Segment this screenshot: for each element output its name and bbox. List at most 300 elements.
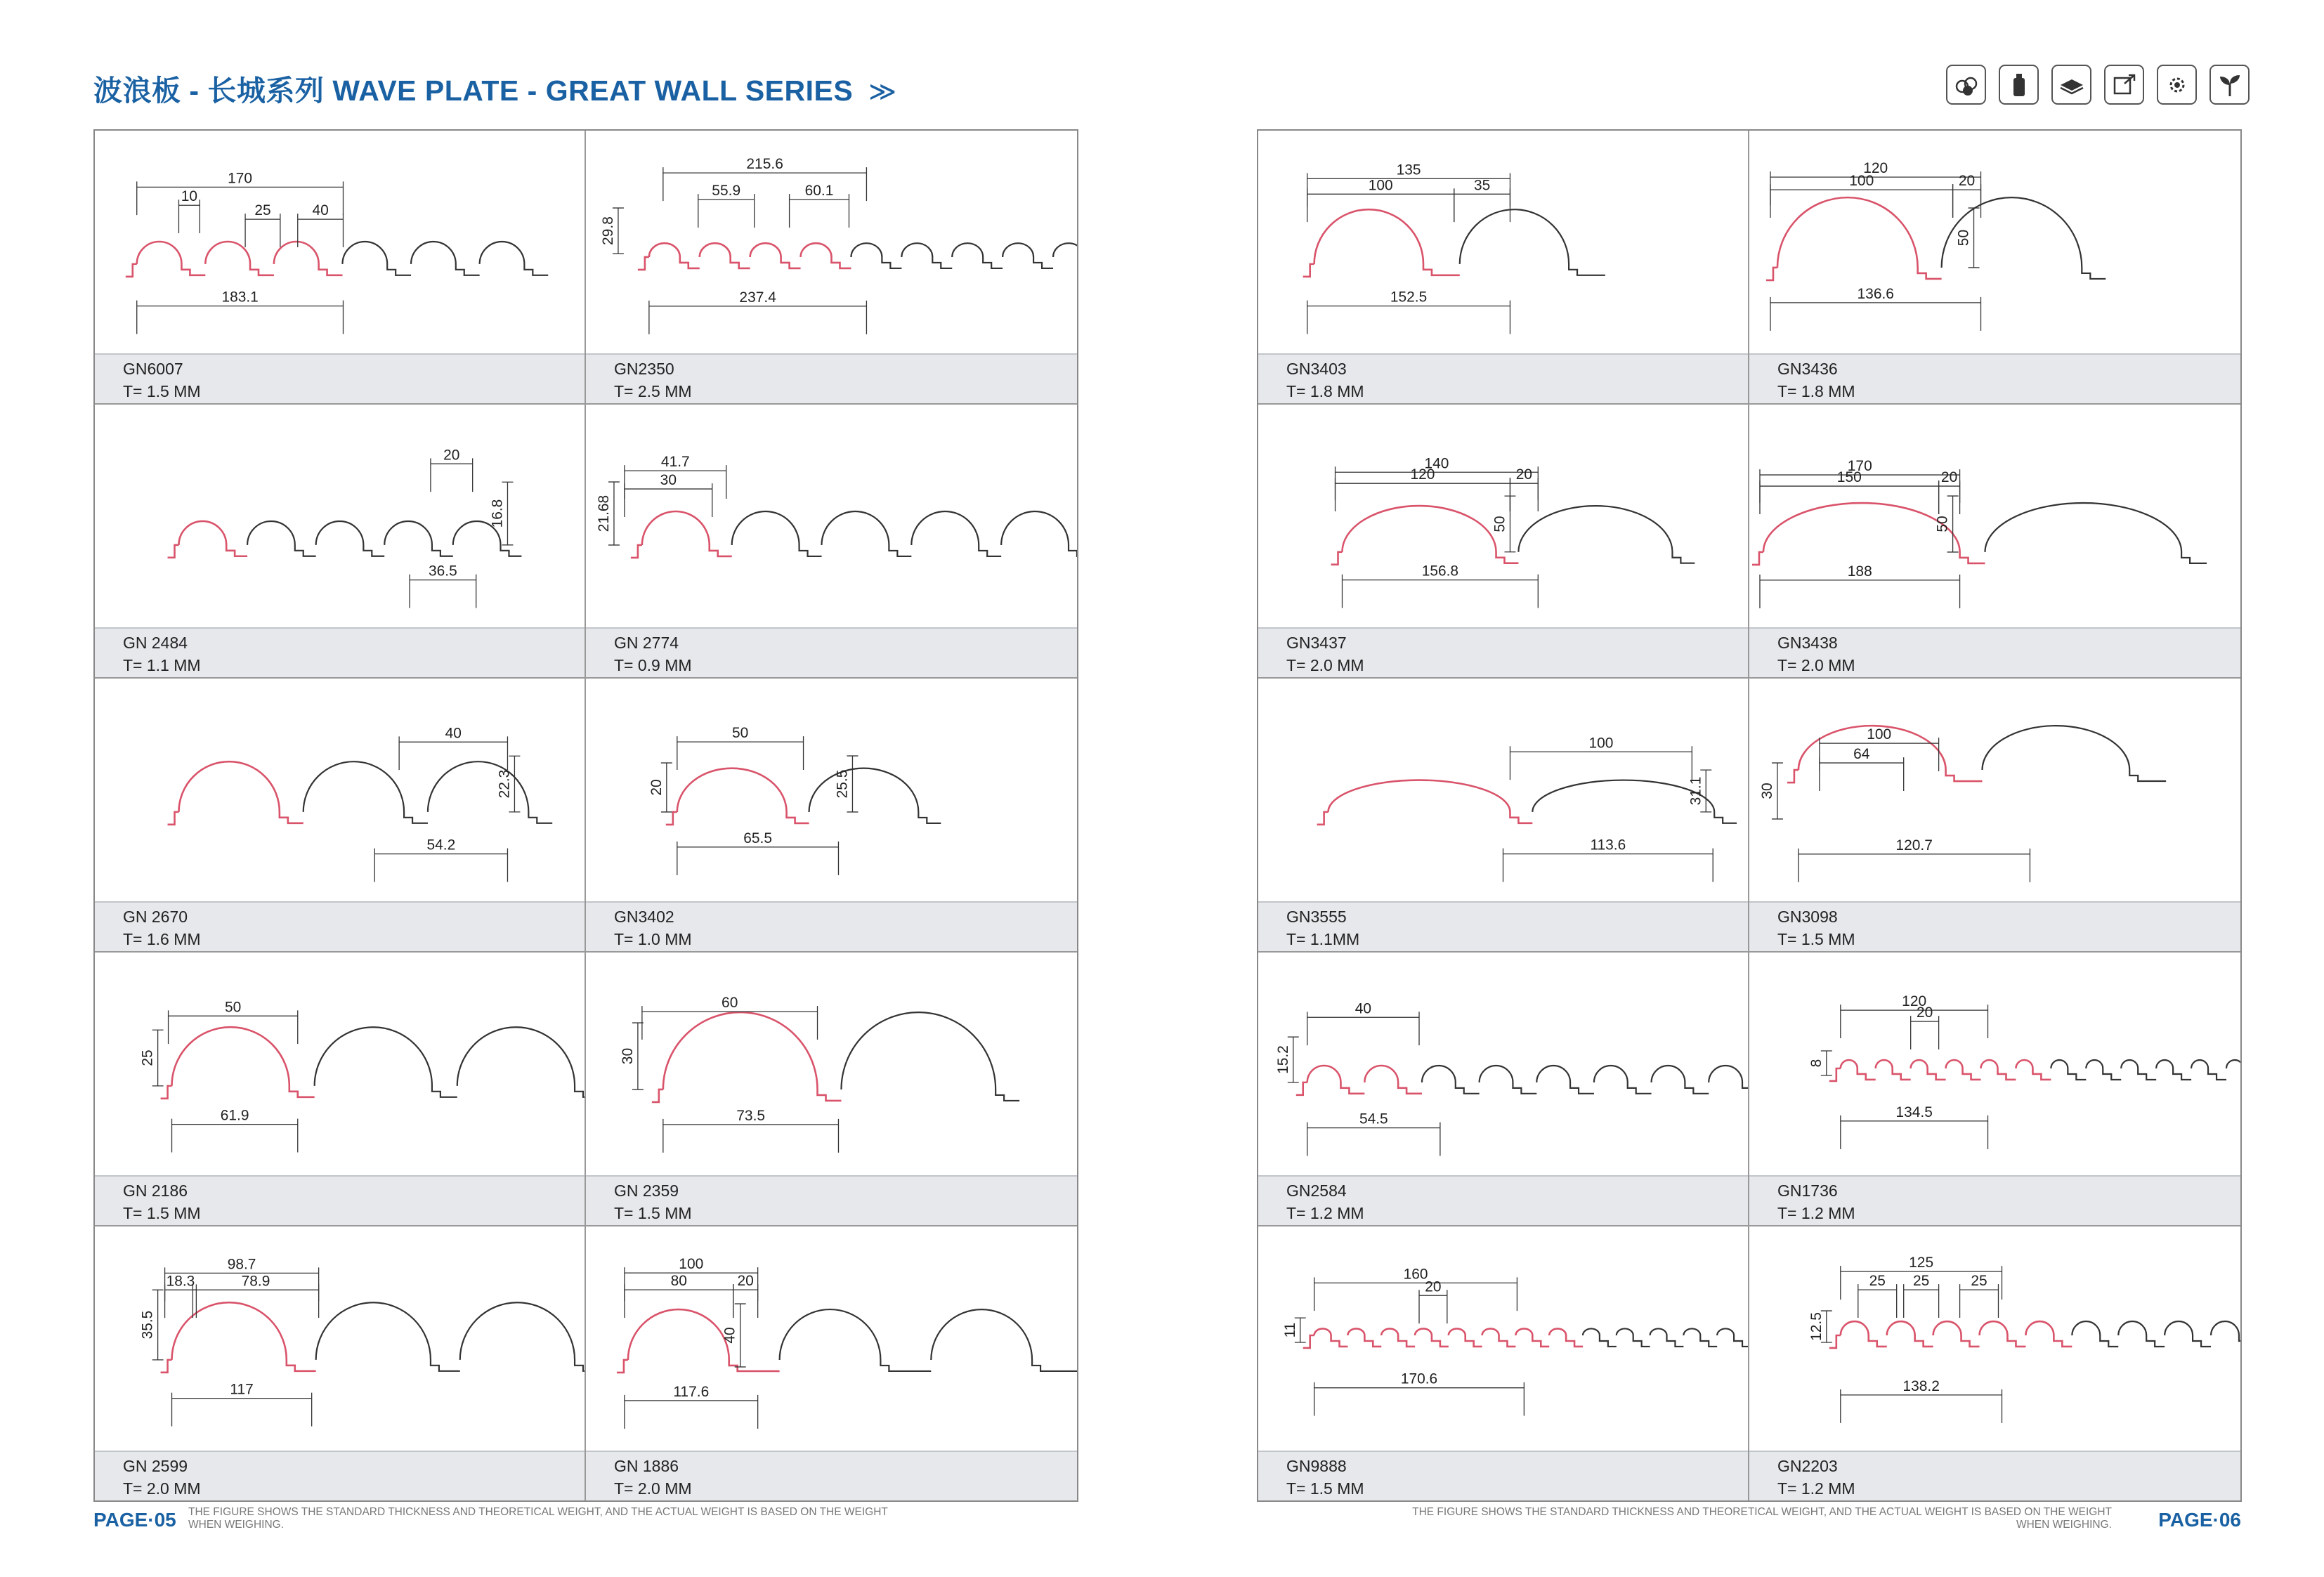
product-code: GN 2484 bbox=[123, 634, 188, 652]
product-cell bbox=[95, 953, 586, 1226]
profile-drawing bbox=[95, 131, 585, 354]
dimension-line bbox=[1307, 188, 1454, 222]
profile-arch bbox=[1480, 1066, 1537, 1094]
dimension-value: 31.1 bbox=[1687, 776, 1704, 806]
dimension-line bbox=[1939, 480, 1960, 514]
product-cell bbox=[586, 1226, 1077, 1500]
dimension-line bbox=[663, 167, 867, 201]
dimension-value: 29.8 bbox=[599, 216, 616, 245]
product-cell bbox=[586, 953, 1077, 1226]
product-cell bbox=[1258, 131, 1749, 405]
product-cell bbox=[1258, 953, 1749, 1226]
recycle-box-icon bbox=[2104, 65, 2144, 105]
dimension-value: 100 bbox=[1867, 726, 1892, 743]
profile-arch bbox=[2165, 1321, 2211, 1347]
product-label bbox=[1749, 1451, 2240, 1500]
dimension-value: 100 bbox=[679, 1256, 704, 1273]
dimension-value: 61.9 bbox=[220, 1107, 249, 1124]
product-cell bbox=[1749, 679, 2240, 953]
profile-drawing bbox=[95, 405, 585, 628]
profile-arch bbox=[2121, 1060, 2156, 1080]
dimension-value: 50 bbox=[732, 725, 749, 742]
profile-drawing bbox=[1749, 1226, 2240, 1450]
gears-icon bbox=[2157, 65, 2197, 105]
dimension-value: 100 bbox=[1588, 735, 1614, 752]
dimension-line bbox=[1307, 1012, 1419, 1045]
dimension-value: 25 bbox=[1869, 1273, 1886, 1290]
dimension-value: 120 bbox=[1902, 993, 1927, 1010]
left-product-grid bbox=[93, 129, 1078, 1502]
dimension-value: 55.9 bbox=[712, 183, 741, 199]
product-label bbox=[95, 1175, 585, 1225]
profile-drawing bbox=[586, 1226, 1077, 1450]
profile-svg bbox=[586, 679, 1077, 902]
dimension-line bbox=[1314, 1277, 1517, 1311]
dimension-value: 40 bbox=[312, 202, 329, 219]
profile-arch bbox=[1933, 1321, 1980, 1347]
product-thickness: T= 1.5 MM bbox=[123, 1204, 201, 1222]
profile-arch bbox=[1342, 506, 1518, 563]
product-label bbox=[1749, 353, 2240, 403]
profile-arch bbox=[2086, 1060, 2121, 1080]
product-cell bbox=[586, 679, 1077, 953]
dimension-value: 100 bbox=[1368, 177, 1393, 194]
product-label bbox=[1258, 901, 1748, 951]
profile-drawing bbox=[95, 953, 585, 1176]
profile-arch bbox=[750, 243, 801, 268]
product-thickness: T= 1.8 MM bbox=[1286, 382, 1364, 400]
profile-arch bbox=[1329, 780, 1533, 823]
profile-arch bbox=[1347, 1328, 1381, 1346]
dimension-value: 21.68 bbox=[595, 495, 612, 532]
profile-arch bbox=[649, 243, 700, 268]
profile-arch bbox=[1683, 1328, 1717, 1346]
dimension-value: 50 bbox=[225, 999, 242, 1016]
dimension-value: 50 bbox=[1955, 229, 1972, 247]
product-thickness: T= 1.2 MM bbox=[1777, 1479, 1855, 1498]
dimension-value: 20 bbox=[443, 447, 460, 464]
dimension-line bbox=[642, 1006, 818, 1040]
profile-arch bbox=[841, 1012, 1019, 1101]
plate-icon bbox=[2051, 65, 2091, 105]
dimension-value: 64 bbox=[1853, 746, 1870, 763]
profile-svg bbox=[1258, 131, 1748, 354]
dimension-line bbox=[649, 301, 867, 334]
product-code: GN 2599 bbox=[123, 1457, 188, 1475]
dimension-value: 25 bbox=[254, 202, 271, 219]
dimension-value: 54.2 bbox=[426, 837, 456, 853]
profile-arch bbox=[1717, 1328, 1748, 1346]
product-code: GN2584 bbox=[1286, 1182, 1347, 1200]
profile-arch bbox=[274, 242, 343, 275]
product-code: GN 1886 bbox=[614, 1457, 679, 1475]
profile-arch bbox=[1482, 1328, 1516, 1346]
dimension-value: 117.6 bbox=[673, 1383, 710, 1400]
profile-arch bbox=[1983, 726, 2167, 781]
profile-svg bbox=[1749, 953, 2240, 1176]
product-label bbox=[95, 901, 585, 951]
profile-arch bbox=[1594, 1066, 1652, 1094]
dimension-value: 60.1 bbox=[804, 183, 834, 199]
dimension-value: 170 bbox=[228, 170, 253, 187]
dimension-line bbox=[1820, 757, 1904, 791]
product-code: GN1736 bbox=[1777, 1182, 1838, 1200]
profile-svg bbox=[1258, 1226, 1748, 1450]
dimension-value: 30 bbox=[660, 472, 677, 489]
profile-arch bbox=[1841, 1321, 1887, 1347]
dimension-value: 25.5 bbox=[834, 769, 851, 799]
product-label bbox=[586, 1451, 1077, 1500]
profile-drawing bbox=[1258, 953, 1748, 1176]
profile-arch bbox=[316, 521, 385, 556]
dimension-value: 135 bbox=[1396, 162, 1421, 178]
profile-arch bbox=[2025, 1321, 2072, 1347]
dimension-value: 120 bbox=[1863, 160, 1888, 177]
dimension-line bbox=[165, 1284, 197, 1318]
profile-arch bbox=[642, 511, 732, 556]
profile-arch bbox=[1617, 1328, 1650, 1346]
profile-svg bbox=[95, 953, 585, 1176]
dimension-value: 54.5 bbox=[1359, 1111, 1388, 1127]
profile-svg bbox=[586, 953, 1077, 1176]
dimension-value: 183.1 bbox=[221, 289, 259, 306]
profile-arch bbox=[2072, 1321, 2118, 1347]
dimension-line bbox=[374, 849, 507, 882]
dimension-value: 136.6 bbox=[1857, 285, 1894, 302]
dimension-value: 20 bbox=[737, 1273, 754, 1290]
product-cell bbox=[95, 1226, 586, 1500]
page-number-left: PAGE·05 bbox=[93, 1509, 176, 1531]
product-cell bbox=[586, 131, 1077, 405]
dimension-line bbox=[1307, 301, 1510, 334]
dimension-line bbox=[663, 1119, 839, 1153]
profile-arch bbox=[1518, 506, 1695, 563]
product-cell bbox=[95, 405, 586, 679]
product-cell bbox=[1258, 1226, 1749, 1500]
product-thickness: T= 2.0 MM bbox=[1286, 656, 1364, 674]
dimension-value: 50 bbox=[1491, 516, 1508, 532]
dimension-value: 134.5 bbox=[1895, 1104, 1933, 1120]
profile-svg bbox=[1749, 1226, 2240, 1450]
product-thickness: T= 1.2 MM bbox=[1286, 1204, 1364, 1222]
dimension-line bbox=[1841, 1389, 2002, 1423]
dimension-line bbox=[1503, 849, 1713, 882]
profile-drawing bbox=[586, 131, 1077, 354]
product-thickness: T= 1.5 MM bbox=[614, 1204, 692, 1222]
footnote-left: THE FIGURE SHOWS THE STANDARD THICKNESS AND THEORETICAL WEIGHT, AND THE ACTUAL WEIGHT IS BASED ON THE WEIGHT WHEN WEIGHING. bbox=[188, 1506, 888, 1531]
dimension-line bbox=[178, 199, 200, 233]
product-code: GN3098 bbox=[1777, 908, 1838, 926]
dimension-line bbox=[1770, 171, 1981, 205]
profile-arch bbox=[303, 761, 428, 823]
dimension-value: 20 bbox=[1515, 466, 1533, 483]
product-cell bbox=[1749, 131, 2240, 405]
dimension-value: 160 bbox=[1403, 1266, 1428, 1283]
product-label bbox=[1258, 353, 1748, 403]
dimension-line bbox=[625, 1395, 758, 1429]
product-thickness: T= 2.0 MM bbox=[123, 1479, 201, 1498]
dimension-value: 152.5 bbox=[1390, 289, 1428, 306]
dimension-line bbox=[1342, 575, 1538, 608]
product-thickness: T= 1.5 MM bbox=[1777, 930, 1855, 948]
dimension-value: 16.8 bbox=[489, 499, 506, 528]
product-thickness: T= 1.1MM bbox=[1286, 930, 1360, 948]
dimension-line bbox=[192, 1284, 318, 1318]
product-label bbox=[586, 627, 1077, 677]
profile-arch bbox=[1583, 1328, 1617, 1346]
dimension-value: 11 bbox=[1281, 1322, 1298, 1338]
dimension-line bbox=[1858, 1284, 1897, 1318]
product-code: GN3555 bbox=[1286, 908, 1347, 926]
dimension-value: 25 bbox=[139, 1049, 156, 1066]
dimension-value: 15.2 bbox=[1274, 1045, 1291, 1074]
profile-arch bbox=[1314, 1328, 1348, 1346]
dimension-line bbox=[172, 1393, 312, 1427]
dimension-value: 20 bbox=[1916, 1005, 1933, 1021]
profile-arch bbox=[1709, 1066, 1748, 1094]
product-thickness: T= 1.5 MM bbox=[123, 382, 201, 400]
profile-drawing bbox=[95, 679, 585, 902]
dimension-value: 20 bbox=[648, 779, 665, 796]
dimension-value: 25 bbox=[1912, 1273, 1930, 1290]
profile-arch bbox=[172, 1302, 316, 1371]
dimension-line bbox=[1770, 297, 1981, 331]
profile-svg bbox=[586, 1226, 1077, 1450]
dimension-value: 30 bbox=[619, 1047, 636, 1065]
profile-arch bbox=[247, 521, 316, 556]
product-code: GN 2774 bbox=[614, 634, 679, 652]
profile-arch bbox=[1985, 503, 2207, 563]
profile-arch bbox=[931, 1309, 1077, 1371]
profile-arch bbox=[316, 1302, 460, 1371]
profile-drawing bbox=[1749, 405, 2240, 628]
product-thickness: T= 1.6 MM bbox=[123, 930, 201, 948]
profile-svg bbox=[1749, 679, 2240, 902]
dimension-line bbox=[399, 736, 507, 770]
profile-arch bbox=[1364, 1066, 1422, 1094]
product-code: GN9888 bbox=[1286, 1457, 1347, 1475]
profile-svg bbox=[1258, 953, 1748, 1176]
profile-arch bbox=[901, 243, 952, 268]
profile-arch bbox=[1652, 1066, 1709, 1094]
product-code: GN 2186 bbox=[123, 1182, 188, 1200]
dimension-value: 25 bbox=[1971, 1273, 1987, 1290]
product-label bbox=[1749, 1175, 2240, 1225]
dimension-line bbox=[1307, 1123, 1440, 1156]
dimension-value: 188 bbox=[1847, 563, 1872, 580]
profile-arch bbox=[822, 511, 912, 556]
dimension-line bbox=[1510, 478, 1538, 511]
dimension-value: 35.5 bbox=[139, 1310, 156, 1340]
product-code: GN3436 bbox=[1777, 360, 1838, 378]
bottle-icon bbox=[1999, 65, 2039, 105]
dimension-line bbox=[1960, 1284, 1999, 1318]
dimension-line bbox=[1510, 746, 1692, 780]
product-label bbox=[586, 353, 1077, 403]
dimension-value: 50 bbox=[1934, 516, 1951, 532]
dimension-value: 113.6 bbox=[1590, 837, 1626, 853]
profile-drawing bbox=[1258, 1226, 1748, 1450]
profile-arch bbox=[453, 521, 522, 556]
dimension-line bbox=[1419, 1290, 1447, 1323]
profile-drawing bbox=[586, 405, 1077, 628]
product-cell bbox=[1258, 405, 1749, 679]
product-code: GN3437 bbox=[1286, 634, 1347, 652]
profile-drawing bbox=[95, 1226, 585, 1450]
product-cell bbox=[586, 405, 1077, 679]
product-code: GN3403 bbox=[1286, 360, 1347, 378]
profile-drawing bbox=[1749, 679, 2240, 902]
product-thickness: T= 2.0 MM bbox=[614, 1479, 692, 1498]
product-code: GN3402 bbox=[614, 908, 674, 926]
profile-arch bbox=[801, 243, 851, 268]
profile-arch bbox=[137, 242, 206, 275]
profile-arch bbox=[411, 242, 480, 275]
product-label bbox=[1749, 627, 2240, 677]
product-thickness: T= 1.0 MM bbox=[614, 930, 692, 948]
product-cell bbox=[1749, 953, 2240, 1226]
profile-svg bbox=[1258, 679, 1748, 902]
profile-arch bbox=[1515, 1328, 1549, 1346]
dimension-line bbox=[1841, 1115, 1988, 1149]
sprout-icon bbox=[2209, 65, 2250, 105]
dimension-value: 120 bbox=[1410, 466, 1435, 483]
product-thickness: T= 1.2 MM bbox=[1777, 1204, 1855, 1222]
product-code: GN6007 bbox=[123, 360, 183, 378]
profile-arch bbox=[1876, 1060, 1911, 1080]
profile-arch bbox=[700, 243, 750, 268]
dimension-line bbox=[1911, 1016, 1939, 1049]
dimension-line bbox=[1820, 738, 1939, 771]
profile-arch bbox=[628, 1309, 780, 1371]
profile-arch bbox=[1460, 209, 1605, 275]
profile-arch bbox=[2226, 1060, 2240, 1080]
profile-drawing bbox=[1258, 131, 1748, 354]
dimension-value: 10 bbox=[181, 188, 198, 205]
dimension-value: 40 bbox=[722, 1327, 738, 1344]
profile-arch bbox=[1946, 1060, 1981, 1080]
product-cell bbox=[95, 679, 586, 953]
dimension-value: 8 bbox=[1808, 1059, 1824, 1068]
dimension-value: 98.7 bbox=[227, 1256, 256, 1273]
product-cell bbox=[1749, 405, 2240, 679]
dimension-value: 73.5 bbox=[736, 1107, 766, 1124]
dimension-value: 30 bbox=[1758, 783, 1775, 799]
profile-arch bbox=[1415, 1328, 1449, 1346]
dimension-line bbox=[698, 194, 755, 228]
profile-arch bbox=[480, 242, 549, 275]
dimension-value: 22.3 bbox=[496, 769, 513, 799]
product-label bbox=[95, 353, 585, 403]
profile-arch bbox=[1980, 1321, 2026, 1347]
dimension-line bbox=[733, 1284, 758, 1318]
profile-arch bbox=[384, 521, 453, 556]
profile-svg bbox=[1749, 131, 2240, 354]
dimension-line bbox=[677, 842, 839, 875]
profile-drawing bbox=[1749, 953, 2240, 1176]
profile-arch bbox=[1003, 243, 1053, 268]
product-label bbox=[586, 1175, 1077, 1225]
page-number-right: PAGE·06 bbox=[2158, 1509, 2241, 1531]
profile-arch bbox=[1887, 1321, 1933, 1347]
product-thickness: T= 2.5 MM bbox=[614, 382, 692, 400]
product-thickness: T= 0.9 MM bbox=[614, 656, 692, 674]
dimension-value: 215.6 bbox=[746, 156, 783, 173]
dimension-value: 125 bbox=[1909, 1255, 1934, 1271]
profile-arch bbox=[677, 768, 809, 823]
product-label bbox=[1749, 901, 2240, 951]
profile-svg bbox=[586, 131, 1077, 354]
dimension-value: 40 bbox=[445, 725, 462, 742]
profile-arch bbox=[172, 1027, 315, 1097]
dimension-line bbox=[410, 575, 476, 608]
profile-arch bbox=[663, 1012, 842, 1101]
profile-arch bbox=[460, 1302, 585, 1371]
profile-svg bbox=[95, 1226, 585, 1450]
product-label bbox=[1258, 1175, 1748, 1225]
profile-arch bbox=[2191, 1060, 2226, 1080]
product-thickness: T= 1.5 MM bbox=[1286, 1479, 1364, 1498]
dimension-value: 170 bbox=[1847, 458, 1872, 475]
dimension-line bbox=[1770, 184, 1953, 218]
profile-arch bbox=[1307, 1066, 1365, 1094]
profile-arch bbox=[1777, 197, 1942, 279]
profile-arch bbox=[1763, 503, 1985, 563]
dimension-value: 117 bbox=[230, 1381, 254, 1398]
profile-arch bbox=[205, 242, 274, 275]
dimension-line bbox=[1799, 849, 2030, 882]
dimension-value: 237.4 bbox=[739, 289, 776, 306]
coins-icon bbox=[1946, 65, 1986, 105]
profile-svg bbox=[1749, 405, 2240, 628]
dimension-line bbox=[172, 1119, 298, 1153]
footnote-right: THE FIGURE SHOWS THE STANDARD THICKNESS AND THEORETICAL WEIGHT, AND THE ACTUAL WEIGHT IS BASED ON THE WEIGHT WHEN WEIGHING. bbox=[1412, 1506, 2112, 1531]
product-label bbox=[1258, 627, 1748, 677]
product-label bbox=[95, 627, 585, 677]
dimension-value: 40 bbox=[1354, 1000, 1371, 1017]
product-label bbox=[95, 1451, 585, 1500]
dimension-line bbox=[1760, 575, 1960, 608]
profile-svg bbox=[1258, 405, 1748, 628]
profile-arch bbox=[911, 511, 1001, 556]
product-code: GN 2359 bbox=[614, 1182, 679, 1200]
profile-arch bbox=[342, 242, 411, 275]
dimension-line bbox=[431, 458, 473, 492]
dimension-value: 20 bbox=[1958, 173, 1976, 190]
profile-svg bbox=[586, 405, 1077, 628]
dimension-value: 140 bbox=[1424, 455, 1449, 472]
profile-arch bbox=[732, 511, 822, 556]
dimension-line bbox=[137, 301, 344, 334]
product-code: GN2203 bbox=[1777, 1457, 1838, 1475]
right-product-grid bbox=[1257, 129, 2242, 1502]
dimension-value: 65.5 bbox=[743, 830, 773, 846]
profile-arch bbox=[178, 761, 303, 823]
dimension-value: 138.2 bbox=[1902, 1378, 1940, 1394]
profile-arch bbox=[952, 243, 1003, 268]
dimension-value: 60 bbox=[722, 995, 738, 1012]
profile-arch bbox=[851, 243, 901, 268]
dimension-value: 156.8 bbox=[1421, 563, 1459, 580]
profile-arch bbox=[1001, 511, 1077, 556]
profile-drawing bbox=[1749, 131, 2240, 354]
feature-icons bbox=[1946, 65, 2250, 105]
dimension-line bbox=[625, 1284, 733, 1318]
dimension-line bbox=[677, 736, 804, 770]
profile-drawing bbox=[1258, 679, 1748, 902]
dimension-value: 36.5 bbox=[429, 563, 457, 580]
double-chevron-icon: ≫ bbox=[868, 77, 897, 107]
